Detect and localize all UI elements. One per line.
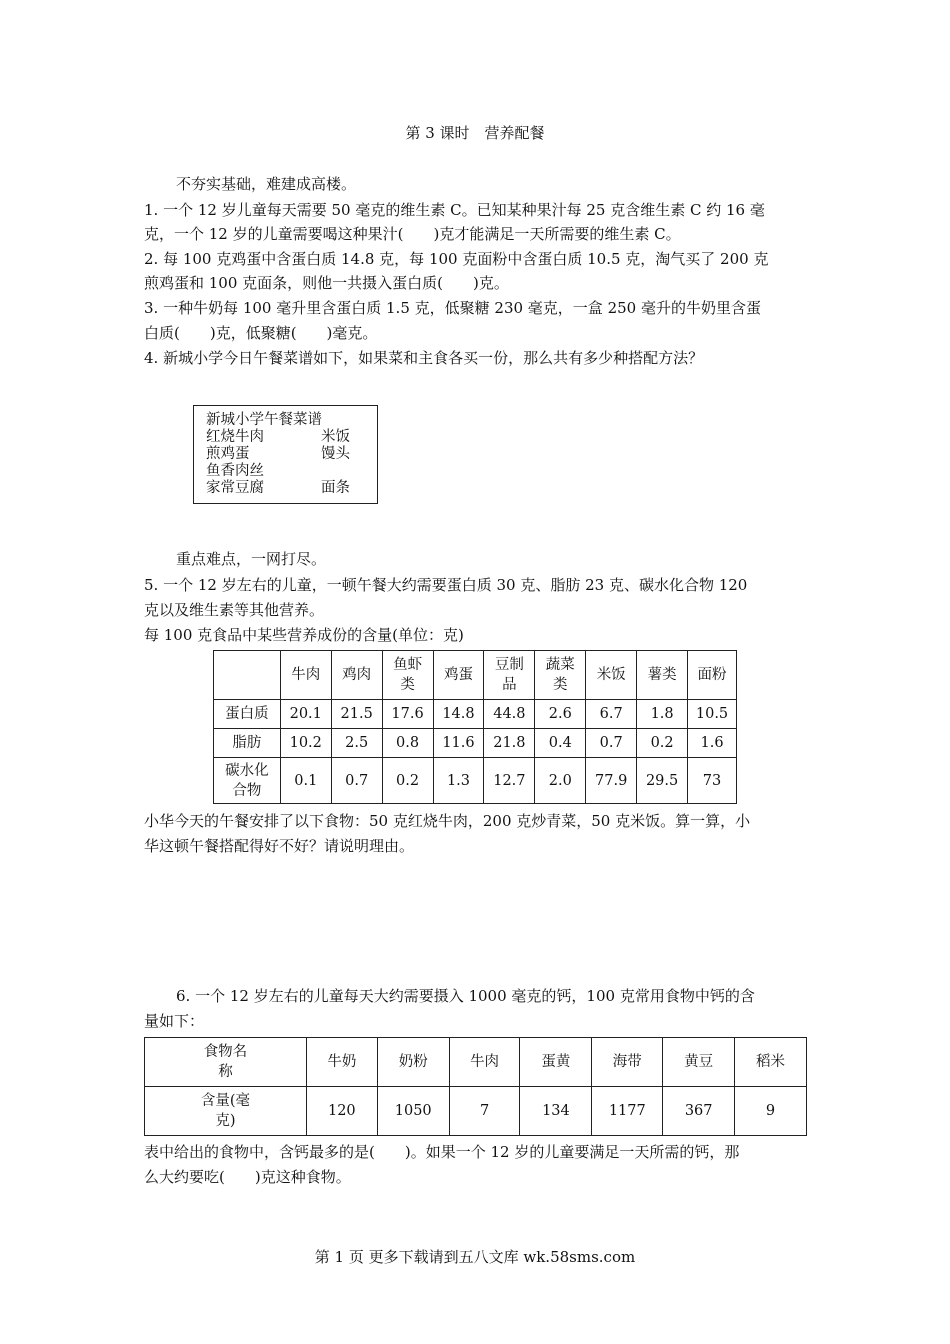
question-1-line-2: 克，一个 12 岁的儿童需要喝这种果汁( )克才能满足一天所需要的维生素 C。	[144, 225, 681, 243]
menu-dish: 鱼香肉丝	[206, 463, 264, 479]
header-cell: 面粉	[688, 651, 737, 700]
calcium-table	[144, 1037, 807, 1136]
page-title: 第 3 课时 营养配餐	[405, 124, 545, 142]
question-6-line-1: 6. 一个 12 岁左右的儿童每天大约需要摄入 1000 毫克的钙，100 克常用食物中钙的含	[176, 987, 755, 1005]
menu-dish: 红烧牛肉 米饭	[206, 429, 350, 445]
question-4: 4. 新城小学今日午餐菜谱如下，如果菜和主食各买一份，那么共有多少种搭配方法？	[144, 349, 704, 367]
question-6-followup-line-1: 表中给出的食物中，含钙最多的是( )。如果一个 12 岁的儿童要满足一天所需的钙，那	[144, 1143, 740, 1161]
header-cell: 牛肉	[280, 651, 331, 700]
header-cell: 薯类	[637, 651, 688, 700]
question-2-line-1: 2. 每 100 克鸡蛋中含蛋白质 14.8 克，每 100 克面粉中含蛋白质 10.5 克，淘气买了 200 克	[144, 250, 769, 268]
question-1-line-1: 1. 一个 12 岁儿童每天需要 50 毫克的维生素 C。已知某种果汁每 25 克含维生素 C 约 16 毫	[144, 201, 765, 219]
header-cell: 鸡蛋	[433, 651, 484, 700]
content-label: 含量(毫克)	[145, 1087, 307, 1136]
header-cell: 米饭	[586, 651, 637, 700]
menu-title: 新城小学午餐菜谱	[206, 412, 322, 428]
lunch-menu-box	[193, 405, 378, 504]
nutrition-table-caption: 每 100 克食品中某些营养成份的含量(单位：克)	[144, 626, 464, 644]
question-5-followup-line-2: 华这顿午餐搭配得好不好？请说明理由。	[144, 837, 415, 855]
calcium-header-row: 食物名称 牛奶 奶粉 牛肉 蛋黄 海带 黄豆 稻米	[145, 1038, 807, 1087]
food-name-label: 食物名称	[145, 1038, 307, 1087]
section-heading-basics: 不夯实基础，难建成高楼。	[176, 175, 357, 193]
question-5-followup-line-1: 小华今天的午餐安排了以下食物：50 克红烧牛肉，200 克炒青菜，50 克米饭。算一算，小	[144, 812, 751, 830]
header-cell	[214, 651, 281, 700]
table-row: 蛋白质 20.1 21.5 17.6 14.8 44.8 2.6 6.7 1.8 10.5	[214, 700, 737, 729]
table-row: 脂肪 10.2 2.5 0.8 11.6 21.8 0.4 0.7 0.2 1.6	[214, 729, 737, 758]
page-footer: 第 1 页 更多下载请到五八文库 wk.58sms.com	[314, 1248, 636, 1266]
header-cell: 鱼虾类	[382, 651, 433, 700]
table-row: 碳水化合物 0.1 0.7 0.2 1.3 12.7 2.0 77.9 29.5 73	[214, 758, 737, 804]
menu-dish: 家常豆腐 面条	[206, 480, 350, 496]
section-heading-key-points: 重点难点，一网打尽。	[176, 550, 327, 568]
question-6-line-2: 量如下：	[144, 1012, 205, 1030]
nutrition-table	[213, 650, 737, 804]
question-2-line-2: 煎鸡蛋和 100 克面条，则他一共摄入蛋白质( )克。	[144, 274, 509, 292]
header-cell: 豆制品	[484, 651, 535, 700]
question-5-line-2: 克以及维生素等其他营养。	[144, 601, 325, 619]
header-cell: 蔬菜类	[535, 651, 586, 700]
question-3-line-2: 白质( )克，低聚糖( )毫克。	[144, 324, 378, 342]
menu-dish: 煎鸡蛋 馒头	[206, 446, 350, 462]
question-6-followup-line-2: 么大约要吃( )克这种食物。	[144, 1168, 351, 1186]
question-5-line-1: 5. 一个 12 岁左右的儿童，一顿午餐大约需要蛋白质 30 克、脂肪 23 克、碳水化合物 120	[144, 576, 748, 594]
table-row: 含量(毫克) 120 1050 7 134 1177 367 9	[145, 1087, 807, 1136]
question-3-line-1: 3. 一种牛奶每 100 毫升里含蛋白质 1.5 克，低聚糖 230 毫克，一盒 250 毫升的牛奶里含蛋	[144, 299, 761, 317]
header-cell: 鸡肉	[331, 651, 382, 700]
nutrition-header-row	[214, 651, 737, 700]
